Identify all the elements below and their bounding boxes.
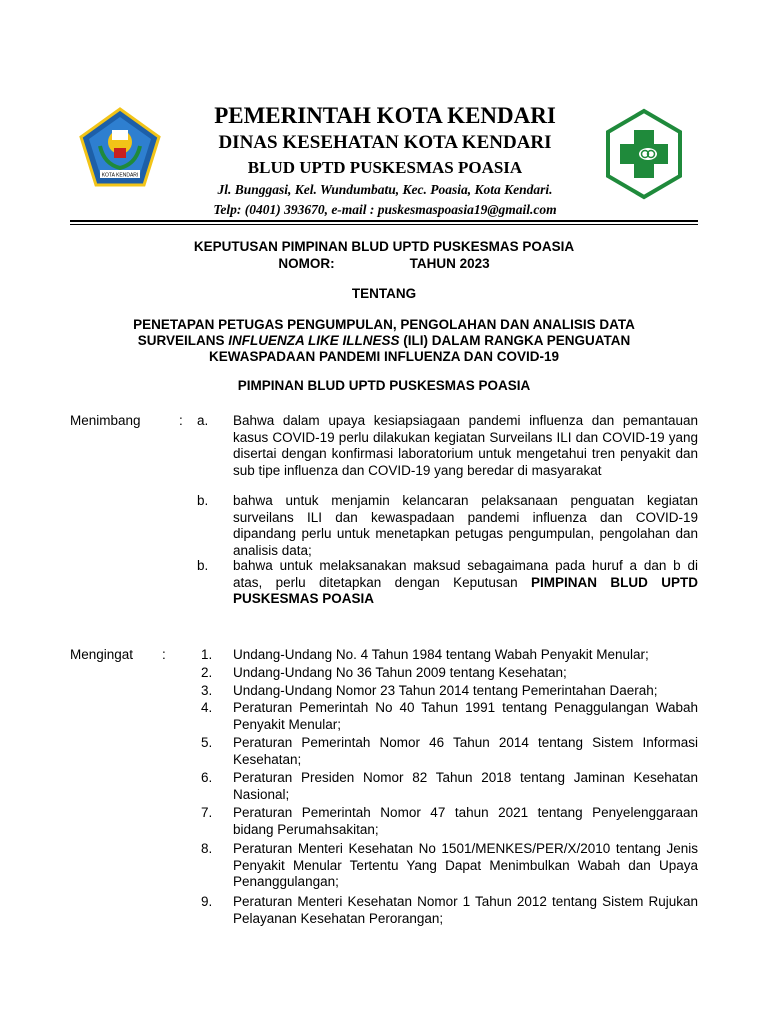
- decree-title-block: [70, 238, 698, 272]
- mengingat-item: Peraturan Pemerintah No 40 Tahun 1991 tentang Penaggulangan Wabah Penyakit Menular;: [233, 700, 698, 732]
- mengingat-marker: 8.: [201, 841, 213, 856]
- tentang-heading: TENTANG: [351, 286, 417, 301]
- department-name: DINAS KESEHATAN KOTA KENDARI: [218, 132, 552, 153]
- mengingat-item: Undang-Undang No. 4 Tahun 1984 tentang Wabah Penyakit Menular;: [233, 647, 649, 662]
- subject-line-2: SURVEILANS INFLUENZA LIKE ILLNESS (ILI) DALAM RANGKA PENGUATAN: [137, 333, 631, 348]
- decree-title: KEPUTUSAN PIMPINAN BLUD UPTD PUSKESMAS POASIA: [193, 239, 575, 254]
- subject-line-1: PENETAPAN PETUGAS PENGUMPULAN, PENGOLAHAN DAN ANALISIS DATA: [133, 317, 635, 332]
- menimbang-colon: :: [179, 413, 183, 428]
- letterhead-rule-thin: [70, 224, 698, 225]
- menimbang-label: Menimbang: [70, 413, 141, 428]
- mengingat-marker: 6.: [201, 770, 213, 785]
- puskesmas-cross-icon: [604, 108, 684, 200]
- mengingat-marker: 3.: [201, 683, 213, 698]
- issuer-heading: PIMPINAN BLUD UPTD PUSKESMAS POASIA: [237, 378, 531, 393]
- mengingat-item: Peraturan Pemerintah Nomor 47 tahun 2021 tentang Penyelenggaraan bidang Perumahsakitan;: [233, 805, 698, 837]
- menimbang-item: bahwa untuk melaksanakan maksud sebagaimana pada huruf a dan b di atas, perlu ditetapkan dengan Keputusan PIMPINAN BLUD UPTD PUSKESMAS POASIA: [233, 558, 698, 606]
- emblem-caption: KOTA KENDARI: [101, 172, 139, 179]
- letterhead: [70, 96, 698, 224]
- mengingat-marker: 7.: [201, 805, 213, 820]
- nomor-label: NOMOR:: [278, 256, 335, 271]
- letterhead-text: [160, 102, 610, 220]
- menimbang-marker: b.: [197, 558, 209, 573]
- government-name: PEMERINTAH KOTA KENDARI: [214, 103, 556, 128]
- menimbang-bold-term: PIMPINAN BLUD UPTD PUSKESMAS POASIA: [233, 574, 698, 606]
- mengingat-marker: 4.: [201, 700, 213, 715]
- menimbang-item: Bahwa dalam upaya kesiapsiagaan pandemi influenza dan pemantauan kasus COVID-19 perlu dilakukan kegiatan Surveilans ILI dan COVID-19 yang disertai dengan konfirmasi laboratorium untuk mengetahui tren penyakit dan sub tipe influenza dan COVID-19 yang beredar di masyarakat: [233, 413, 698, 478]
- mengingat-item: Peraturan Presiden Nomor 82 Tahun 2018 tentang Jaminan Kesehatan Nasional;: [233, 770, 698, 802]
- menimbang-marker: b.: [197, 493, 209, 508]
- mengingat-item: Undang-Undang Nomor 23 Tahun 2014 tentang Pemerintahan Daerah;: [233, 683, 658, 698]
- decree-year: TAHUN 2023: [409, 256, 490, 271]
- mengingat-marker: 9.: [201, 894, 213, 909]
- mengingat-marker: 1.: [201, 647, 213, 662]
- institution-name: BLUD UPTD PUSKESMAS POASIA: [247, 158, 523, 177]
- mengingat-item: Peraturan Menteri Kesehatan No 1501/MENKES/PER/X/2010 tentang Jenis Penyakit Menular Tertentu Yang Dapat Menimbulkan Wabah dan Upaya Penanggulangan;: [233, 841, 698, 889]
- subject-italic-term: INFLUENZA LIKE ILLNESS: [228, 333, 400, 348]
- mengingat-item: Undang-Undang No 36 Tahun 2009 tentang Kesehatan;: [233, 665, 567, 680]
- mengingat-label: Mengingat: [70, 647, 134, 662]
- decree-number-line: [70, 255, 698, 272]
- address-line: Jl. Bunggasi, Kel. Wundumbatu, Kec. Poasia, Kota Kendari.: [217, 182, 553, 197]
- mengingat-item: Peraturan Pemerintah Nomor 46 Tahun 2014 tentang Sistem Informasi Kesehatan;: [233, 735, 698, 767]
- menimbang-marker: a.: [197, 413, 209, 428]
- subject-line-3: KEWASPADAAN PANDEMI INFLUENZA DAN COVID-19: [208, 349, 559, 364]
- decree-subject: [70, 317, 698, 365]
- mengingat-marker: 5.: [201, 735, 213, 750]
- letterhead-rule-thick: [70, 220, 698, 222]
- mengingat-item: Peraturan Menteri Kesehatan Nomor 1 Tahun 2012 tentang Sistem Rujukan Pelayanan Kesehatan Perorangan;: [233, 894, 698, 926]
- mengingat-colon: :: [162, 647, 166, 662]
- contact-line: Telp: (0401) 393670, e-mail : puskesmaspoasia19@gmail.com: [213, 202, 557, 217]
- mengingat-marker: 2.: [201, 665, 213, 680]
- kota-kendari-emblem: [78, 106, 162, 190]
- menimbang-item: bahwa untuk menjamin kelancaran pelaksanaan penguatan kegiatan surveilans ILI dan kewaspadaan pandemi influenza dan COVID-19 dipandang perlu untuk menetapkan petugas pengumpulan, pengolahan dan analisis data;: [233, 493, 698, 558]
